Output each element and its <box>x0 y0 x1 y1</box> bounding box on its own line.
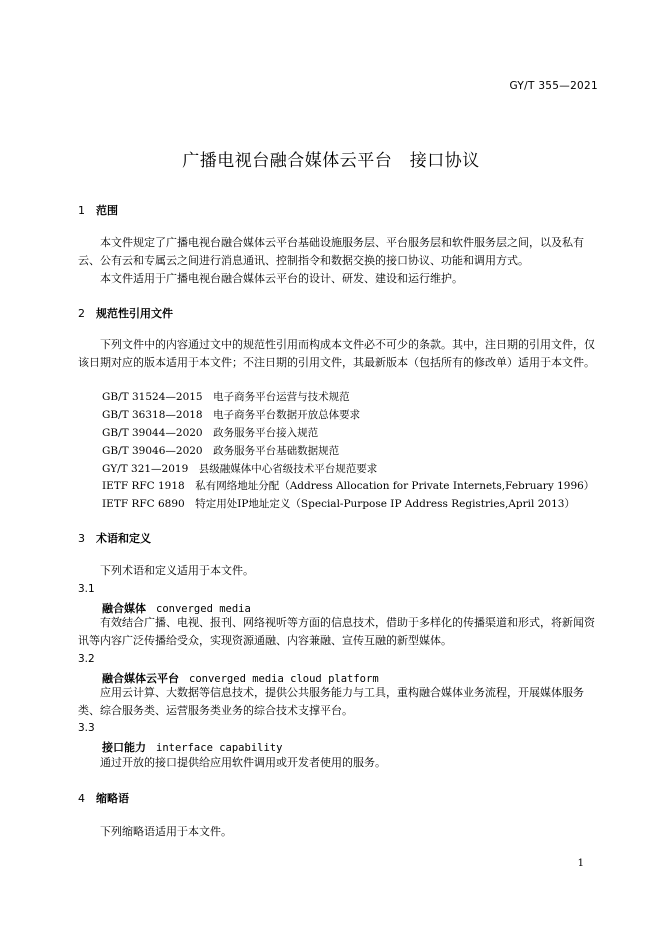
term-definition: 有效结合广播、电视、报刊、网络视听等方面的信息技术，借助于多样化的传播渠道和形式，将新闻资讯等内容广泛传播给受众，实现资源通融、内容兼融、宣传互融的新型媒体。 <box>78 616 595 647</box>
section-2-heading: 2 规范性引用文件 <box>78 307 173 320</box>
document-title: 广播电视台融合媒体云平台 接口协议 <box>182 151 480 171</box>
term-entry: 融合媒体云平台 converged media cloud platform <box>102 672 379 685</box>
reference-item: GB/T 36318—2018 电子商务平台数据开放总体要求 <box>102 409 361 421</box>
section-4-heading: 4 缩略语 <box>78 792 129 805</box>
reference-item: GY/T 321—2019 县级融媒体中心省级技术平台规范要求 <box>102 463 378 475</box>
section-3-intro: 下列术语和定义适用于本文件。 <box>100 564 254 577</box>
section-1-paragraph-2: 本文件适用于广播电视台融合媒体云平台的设计、研发、建设和运行维护。 <box>100 272 463 285</box>
term-definition: 应用云计算、大数据等信息技术，提供公共服务能力与工具，重构融合媒体业务流程，开展媒体服务类、综合服务类、运营服务类业务的综合技术支撑平台。 <box>78 686 584 717</box>
standard-code: GY/T 355—2021 <box>509 80 598 92</box>
section-2-paragraph-1: 下列文件中的内容通过文中的规范性引用而构成本文件必不可少的条款。其中，注日期的引用文件，仅该日期对应的版本适用于本文件；不注日期的引用文件，其最新版本（包括所有的修改单）适用于本文件。 <box>78 338 595 369</box>
term-entry: 融合媒体 converged media <box>102 602 251 615</box>
clause-number: 3.2 <box>78 653 95 665</box>
reference-item: GB/T 39046—2020 政务服务平台基础数据规范 <box>102 445 340 457</box>
reference-item: GB/T 31524—2015 电子商务平台运营与技术规范 <box>102 391 350 403</box>
clause-number: 3.1 <box>78 583 95 595</box>
section-4-intro: 下列缩略语适用于本文件。 <box>100 825 232 838</box>
reference-item: IETF RFC 1918 私有网络地址分配（Address Allocation for Private Internets,February 1996） <box>102 480 595 492</box>
term-entry: 接口能力 interface capability <box>102 741 283 754</box>
reference-item: IETF RFC 6890 特定用处IP地址定义（Special-Purpose IP Address Registries,April 2013） <box>102 498 575 510</box>
page-number: 1 <box>577 858 584 869</box>
section-1-paragraph-1: 本文件规定了广播电视台融合媒体云平台基础设施服务层、平台服务层和软件服务层之间，以及私有云、公有云和专属云之间进行消息通讯、控制指令和数据交换的接口协议、功能和调用方式。 <box>78 236 584 267</box>
clause-number: 3.3 <box>78 722 95 734</box>
section-1-heading: 1 范围 <box>78 204 118 217</box>
term-definition: 通过开放的接口提供给应用软件调用或开发者使用的服务。 <box>100 756 386 769</box>
section-3-heading: 3 术语和定义 <box>78 532 151 545</box>
reference-item: GB/T 39044—2020 政务服务平台接入规范 <box>102 427 319 439</box>
